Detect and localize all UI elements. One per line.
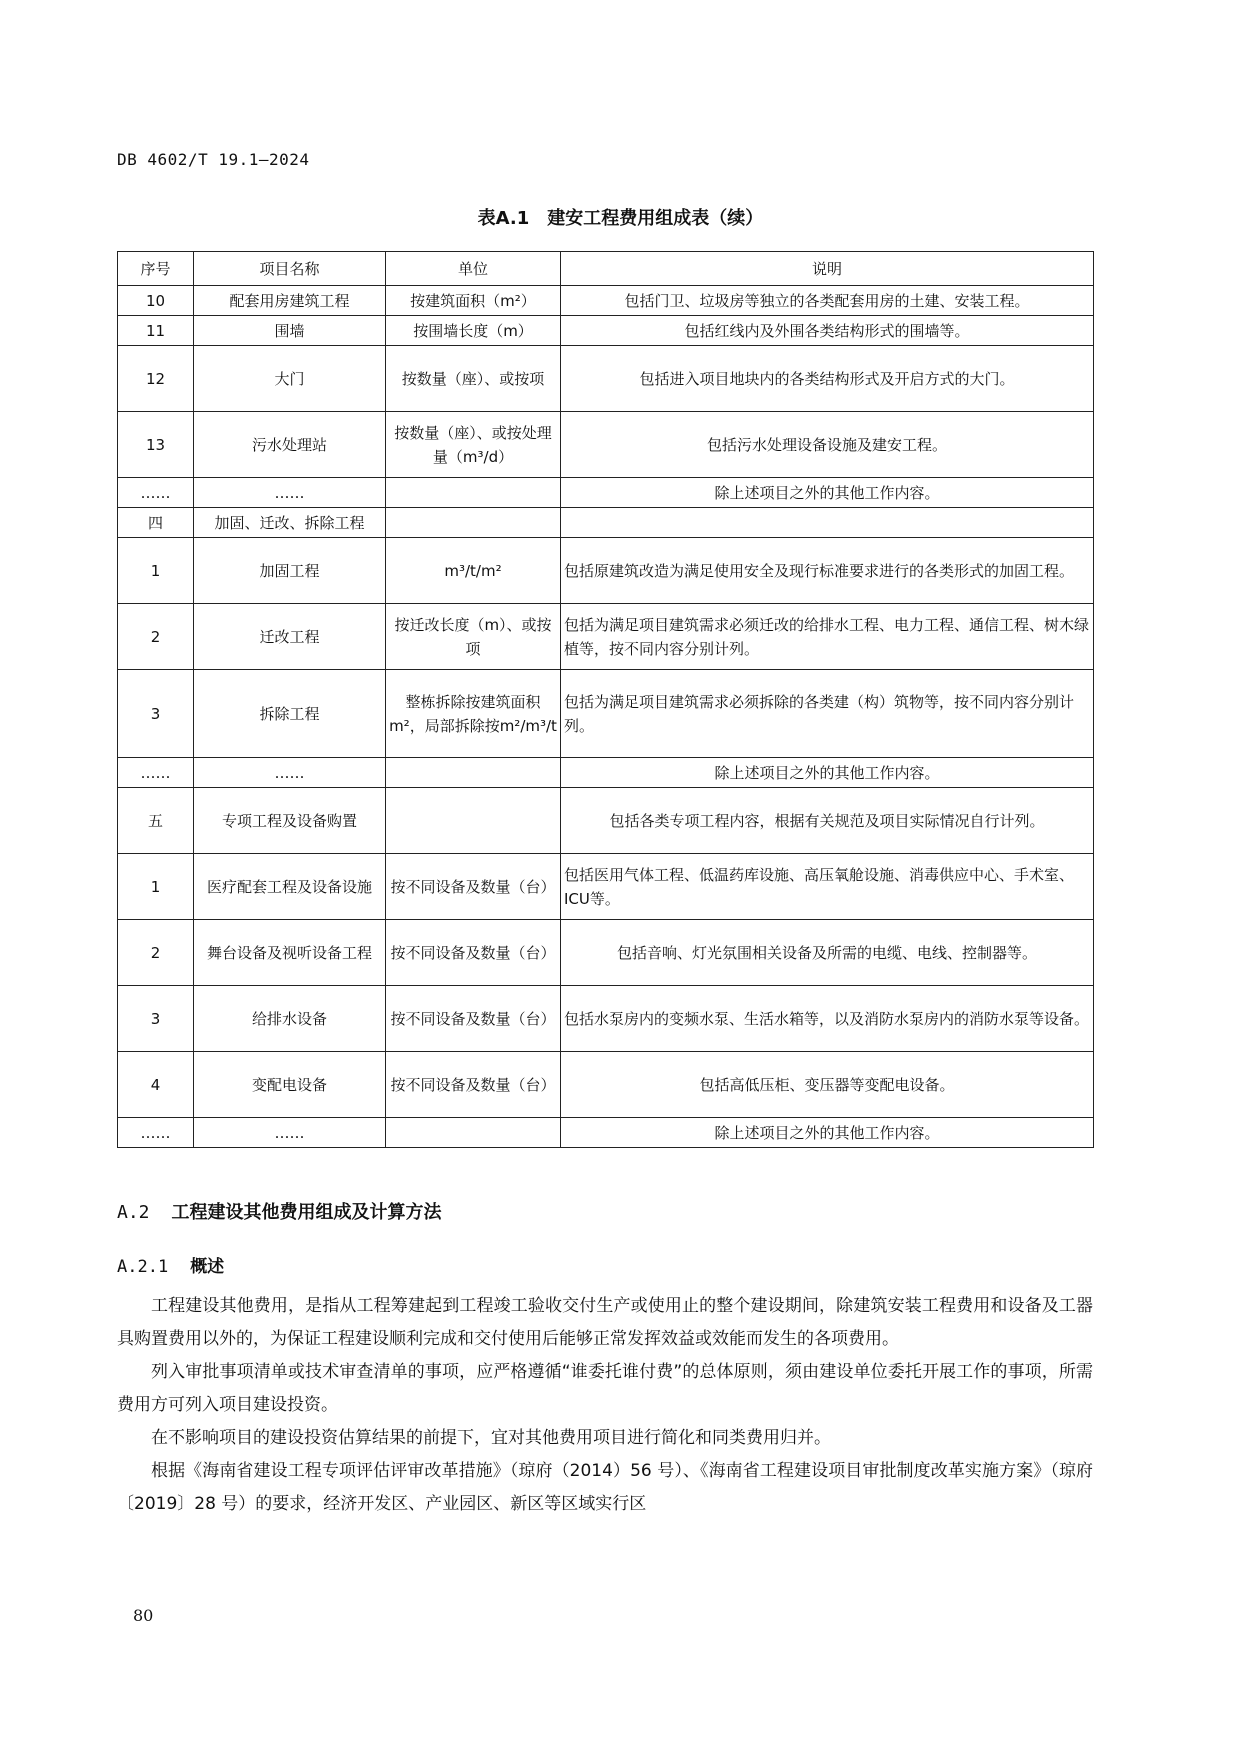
table-cell: 按不同设备及数量（台） (386, 920, 561, 986)
table-cell: 给排水设备 (194, 986, 386, 1052)
table-row (118, 920, 1094, 986)
section-title: 工程建设其他费用组成及计算方法 (171, 1202, 442, 1223)
cost-composition-table (117, 251, 1094, 1148)
table-cell: …… (194, 758, 386, 788)
table-row (118, 346, 1094, 412)
table-cell: 按不同设备及数量（台） (386, 1052, 561, 1118)
table-cell: …… (194, 478, 386, 508)
table-cell: 大门 (194, 346, 386, 412)
table-cell: m³/t/m² (386, 538, 561, 604)
table-row (118, 1052, 1094, 1118)
table-cell: 1 (118, 538, 194, 604)
table-cell (386, 478, 561, 508)
table-cell: 加固工程 (194, 538, 386, 604)
table-cell: 包括水泵房内的变频水泵、生活水箱等，以及消防水泵房内的消防水泵等设备。 (561, 986, 1094, 1052)
table-cell: 拆除工程 (194, 670, 386, 758)
table-cell: 变配电设备 (194, 1052, 386, 1118)
table-cell: 医疗配套工程及设备设施 (194, 854, 386, 920)
body-text (117, 1290, 1093, 1521)
table-row (118, 538, 1094, 604)
table-title: 表A.1 建安工程费用组成表（续） (477, 208, 764, 229)
table-cell: 专项工程及设备购置 (194, 788, 386, 854)
table-cell: 加固、迁改、拆除工程 (194, 508, 386, 538)
table-cell: 按数量（座）、或按处理量（m³/d） (386, 412, 561, 478)
table-row (118, 986, 1094, 1052)
section-number: A.2 (117, 1202, 150, 1223)
table-cell: 包括医用气体工程、低温药库设施、高压氧舱设施、消毒供应中心、手术室、ICU等。 (561, 854, 1094, 920)
column-header: 说明 (561, 252, 1094, 286)
table-cell: 按不同设备及数量（台） (386, 854, 561, 920)
table-cell: 按迁改长度（m）、或按项 (386, 604, 561, 670)
column-header: 单位 (386, 252, 561, 286)
table-row (118, 316, 1094, 346)
table-cell: 按数量（座）、或按项 (386, 346, 561, 412)
table-row (118, 854, 1094, 920)
table-row (118, 412, 1094, 478)
table-cell: 按建筑面积（m²） (386, 286, 561, 316)
table-cell: 包括污水处理设备设施及建安工程。 (561, 412, 1094, 478)
document-code: DB 4602/T 19.1—2024 (117, 150, 310, 169)
table-cell: 舞台设备及视听设备工程 (194, 920, 386, 986)
table-cell: 五 (118, 788, 194, 854)
subsection-title: 概述 (190, 1257, 225, 1277)
table-row (118, 788, 1094, 854)
page-number: 80 (133, 1606, 154, 1625)
paragraph: 在不影响项目的建设投资估算结果的前提下，宜对其他费用项目进行简化和同类费用归并。 (151, 1428, 831, 1448)
table-cell: 10 (118, 286, 194, 316)
table-cell: 除上述项目之外的其他工作内容。 (561, 758, 1094, 788)
table-cell: 2 (118, 920, 194, 986)
column-header: 项目名称 (194, 252, 386, 286)
table-cell (386, 1118, 561, 1148)
table-cell: 四 (118, 508, 194, 538)
section-heading (117, 1198, 442, 1224)
table-row (118, 670, 1094, 758)
table-row (118, 758, 1094, 788)
table-cell: 整栋拆除按建筑面积m²，局部拆除按m²/m³/t (386, 670, 561, 758)
table-cell: 12 (118, 346, 194, 412)
table-cell: 13 (118, 412, 194, 478)
table-cell: 按围墙长度（m） (386, 316, 561, 346)
table-row (118, 478, 1094, 508)
table-cell: 配套用房建筑工程 (194, 286, 386, 316)
table-cell: 包括音响、灯光氛围相关设备及所需的电缆、电线、控制器等。 (561, 920, 1094, 986)
table-cell: 污水处理站 (194, 412, 386, 478)
table-cell (386, 788, 561, 854)
table-cell: 包括各类专项工程内容，根据有关规范及项目实际情况自行计列。 (561, 788, 1094, 854)
subsection-heading (117, 1252, 224, 1277)
column-header: 序号 (118, 252, 194, 286)
table-cell: 包括红线内及外围各类结构形式的围墙等。 (561, 316, 1094, 346)
table-row (118, 604, 1094, 670)
paragraph: 根据《海南省建设工程专项评估评审改革措施》（琼府（2014）56 号）、《海南省工程建设项目审批制度改革实施方案》（琼府〔2019〕28 号）的要求，经济开发区、产业园区、新区等区域实行区 (117, 1461, 1094, 1514)
table-cell: 4 (118, 1052, 194, 1118)
table-cell: 包括为满足项目建筑需求必须迁改的给排水工程、电力工程、通信工程、树木绿植等，按不同内容分别计列。 (561, 604, 1094, 670)
paragraph: 工程建设其他费用，是指从工程筹建起到工程竣工验收交付生产或使用止的整个建设期间，除建筑安装工程费用和设备及工器具购置费用以外的，为保证工程建设顺利完成和交付使用后能够正常发挥效益或效能而发生的各项费用。 (117, 1296, 1093, 1349)
table-cell: …… (194, 1118, 386, 1148)
table-cell: 围墙 (194, 316, 386, 346)
table-row (118, 286, 1094, 316)
table-row (118, 508, 1094, 538)
table-row (118, 1118, 1094, 1148)
table-header-row (118, 252, 1094, 286)
table-cell: 包括为满足项目建筑需求必须拆除的各类建（构）筑物等，按不同内容分别计列。 (561, 670, 1094, 758)
table-cell: 2 (118, 604, 194, 670)
table-cell: 3 (118, 670, 194, 758)
table-cell: …… (118, 758, 194, 788)
table-cell: 包括高低压柜、变压器等变配电设备。 (561, 1052, 1094, 1118)
table-cell: 除上述项目之外的其他工作内容。 (561, 1118, 1094, 1148)
table-cell: …… (118, 478, 194, 508)
table-cell: 11 (118, 316, 194, 346)
subsection-number: A.2.1 (117, 1257, 169, 1277)
table-cell: 1 (118, 854, 194, 920)
paragraph: 列入审批事项清单或技术审查清单的事项，应严格遵循“谁委托谁付费”的总体原则，须由建设单位委托开展工作的事项，所需费用方可列入项目建设投资。 (117, 1362, 1093, 1415)
table-cell: 包括进入项目地块内的各类结构形式及开启方式的大门。 (561, 346, 1094, 412)
table-cell: 迁改工程 (194, 604, 386, 670)
table-cell: 包括门卫、垃圾房等独立的各类配套用房的土建、安装工程。 (561, 286, 1094, 316)
table-cell (386, 758, 561, 788)
table-cell (561, 508, 1094, 538)
table-cell: 包括原建筑改造为满足使用安全及现行标准要求进行的各类形式的加固工程。 (561, 538, 1094, 604)
table-cell: …… (118, 1118, 194, 1148)
table-cell (386, 508, 561, 538)
table-cell: 除上述项目之外的其他工作内容。 (561, 478, 1094, 508)
table-cell: 按不同设备及数量（台） (386, 986, 561, 1052)
table-cell: 3 (118, 986, 194, 1052)
